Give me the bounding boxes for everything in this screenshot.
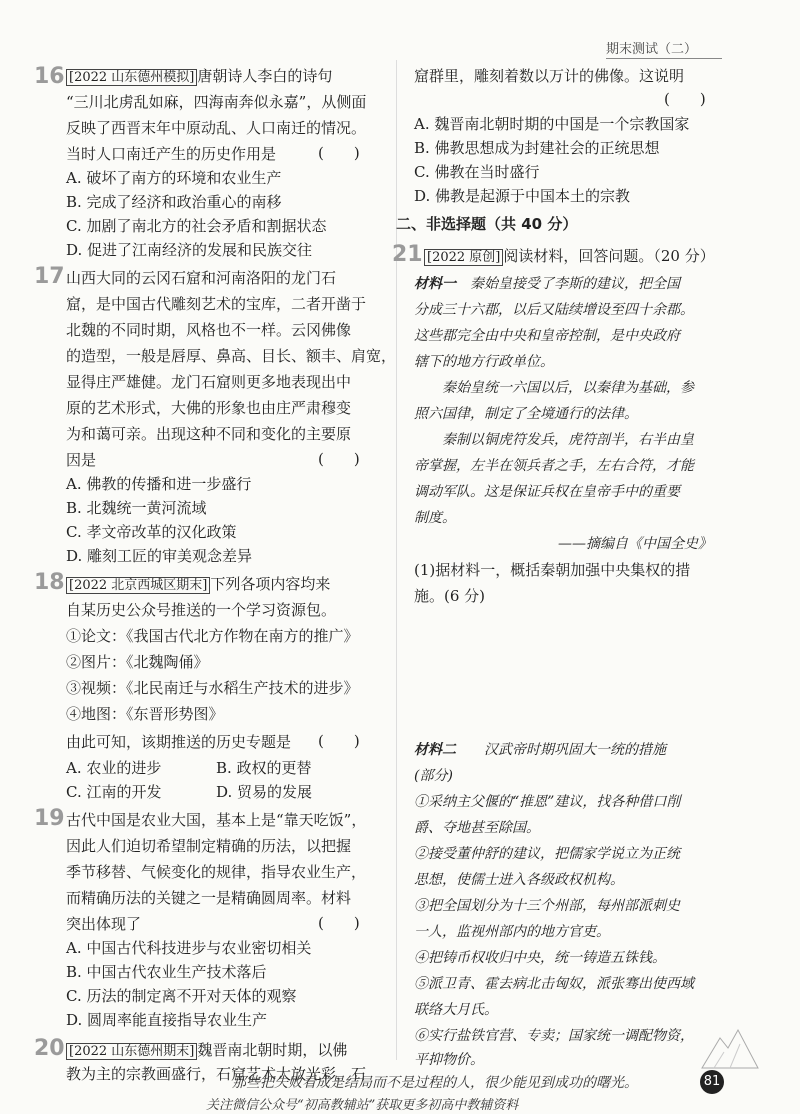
option-d: D. 促进了江南经济的发展和民族交往 (66, 241, 313, 259)
option-c: C. 江南的开发 (66, 783, 162, 801)
option-b: B. 佛教思想成为封建社会的正统思想 (414, 139, 660, 157)
question-stem-line: 季节移替、气候变化的规律，指导农业生产， (66, 863, 367, 881)
answer-paren: ( ) (318, 732, 360, 750)
material-2-line: 联络大月氏。 (414, 1002, 498, 1018)
question-stem-line: 窟群里，雕刻着数以万计的佛像。这说明 (414, 67, 685, 85)
material-2-line: 一人，监视州部内的地方官吏。 (414, 924, 610, 940)
option-b: B. 完成了经济和政治重心的南移 (66, 193, 282, 211)
material-2-line: ⑥实行盐铁官营、专卖；国家统一调配物资， (414, 1028, 694, 1044)
option-d: D. 佛教是起源于中国本土的宗教 (414, 187, 631, 205)
option-a: A. 农业的进步 (66, 759, 162, 777)
question-number: 18 (34, 570, 65, 595)
question-stem-line: 窟，是中国古代雕刻艺术的宝库，二者开凿于 (66, 295, 367, 313)
material-2-label: 材料二 (414, 742, 456, 758)
material-1-line: 调动军队。这是保证兵权在皇帝手中的重要 (414, 484, 680, 500)
question-stem-line: 因此人们迫切希望制定精确的历法，以把握 (66, 837, 352, 855)
material-1-line: 照六国律，制定了全境通行的法律。 (414, 406, 638, 422)
option-c: C. 孝文帝改革的汉化政策 (66, 523, 237, 541)
footer-ad: 关注微信公众号“初高教辅站”获取更多初高中教辅资料 (206, 1098, 519, 1113)
question-stem-line: [2022 山东德州期末] 魏晋南北朝时期，以佛 (66, 1038, 347, 1064)
material-1-line: 秦始皇统一六国以后，以秦律为基础，参 (442, 380, 694, 396)
source-tag: [2022 北京西城区期末] (66, 577, 210, 594)
answer-paren: ( ) (664, 90, 706, 108)
answer-paren: ( ) (318, 450, 360, 468)
option-c: C. 加剧了南北方的社会矛盾和割据状态 (66, 217, 327, 235)
option-c: C. 历法的制定离不开对天体的观察 (66, 987, 297, 1005)
material-2-line: ①采纳主父偃的“推恩”建议，找各种借口削 (414, 794, 681, 810)
material-2-line: 爵、夺地甚至除国。 (414, 820, 540, 836)
question-stem-line: [2022 原创] 阅读材料，回答问题。（20 分） (424, 244, 715, 270)
question-stem-line: [2022 山东德州模拟] 唐朝诗人李白的诗句 (66, 64, 332, 90)
question-number: 16 (34, 64, 65, 89)
question-stem-line: 突出体现了 (66, 915, 142, 933)
column-divider (396, 60, 397, 1060)
question-stem-line: 古代中国是农业大国，基本上是“靠天吃饭”， (66, 811, 367, 829)
source-tag: [2022 山东德州期末] (66, 1043, 197, 1060)
sub-question-1-line: 施。(6 分) (414, 587, 486, 605)
question-stem-line: 为和蔼可亲。出现这种不同和变化的主要原 (66, 425, 352, 443)
source-tag: [2022 原创] (424, 249, 503, 266)
question-stem-line: 原的艺术形式，大佛的形象也由庄严肃穆变 (66, 399, 352, 417)
question-stem-line: ④地图：《东晋形势图》 (66, 705, 224, 723)
option-c: C. 佛教在当时盛行 (414, 163, 540, 181)
option-a: A. 中国古代科技进步与农业密切相关 (66, 939, 312, 957)
question-number: 20 (34, 1036, 65, 1061)
question-stem-line: 当时人口南迁产生的历史作用是 (66, 145, 277, 163)
material-2-line: ②接受董仲舒的建议，把儒家学说立为正统 (414, 846, 680, 862)
material-1-source: ——摘编自《中国全史》 (558, 536, 712, 552)
option-d: D. 雕刻工匠的审美观念差异 (66, 547, 253, 565)
question-stem-line: 教为主的宗教画盛行，石窟艺术大放光彩，石 (66, 1065, 367, 1083)
material-1-line: 帝掌握，左半在领兵者之手，左右合符，才能 (414, 458, 694, 474)
material-1-label: 材料一 (414, 276, 456, 292)
question-stem-line: 北魏的不同时期，风格也不一样。云冈佛像 (66, 321, 352, 339)
option-a: A. 魏晋南北朝时期的中国是一个宗教国家 (414, 115, 690, 133)
option-a: A. 破坏了南方的环境和农业生产 (66, 169, 282, 187)
material-1-line: 材料一 秦始皇接受了李斯的建议，把全国 (414, 276, 680, 292)
question-stem-line: [2022 北京西城区期末] 下列各项内容均来 (66, 572, 330, 598)
mountain-decoration-icon (700, 1020, 760, 1070)
question-stem-line: “三川北虏乱如麻，四海南奔似永嘉”，从侧面 (66, 93, 367, 111)
option-b: B. 中国古代农业生产技术落后 (66, 963, 267, 981)
material-1-line: 这些郡完全由中央和皇帝控制，是中央政府 (414, 328, 680, 344)
material-2-line: (部分) (414, 768, 453, 784)
question-stem-line: 山西大同的云冈石窟和河南洛阳的龙门石 (66, 269, 337, 287)
question-stem-line: ③视频：《北民南迁与水稻生产技术的进步》 (66, 679, 359, 697)
question-stem-line: 显得庄严雄健。龙门石窟则更多地表现出中 (66, 373, 352, 391)
question-stem-line: 而精确历法的关键之一是精确圆周率。材料 (66, 889, 352, 907)
option-d: D. 贸易的发展 (216, 783, 313, 801)
footer-motto: 那些把失败看成是结局而不是过程的人，很少能见到成功的曙光。 (232, 1075, 638, 1091)
material-2-line: ④把铸币权收归中央，统一铸造五铢钱。 (414, 950, 666, 966)
source-tag: [2022 山东德州模拟] (66, 69, 197, 86)
material-1-line: 分成三十六郡，以后又陆续增设至四十余郡。 (414, 302, 694, 318)
page-number: 81 (700, 1070, 724, 1094)
question-number: 19 (34, 806, 65, 831)
question-stem-line: 由此可知，该期推送的历史专题是 (66, 733, 292, 751)
page-header-title: 期末测试（二） (606, 38, 722, 59)
option-d: D. 圆周率能直接指导农业生产 (66, 1011, 268, 1029)
material-1-line: 秦制以铜虎符发兵，虎符剖半，右半由皇 (442, 432, 694, 448)
answer-space (414, 610, 714, 730)
question-stem-line: ②图片：《北魏陶俑》 (66, 653, 209, 671)
answer-paren: ( ) (318, 144, 360, 162)
question-stem-line: 反映了西晋末年中原动乱、人口南迁的情况。 (66, 119, 367, 137)
material-2-heading: 材料二 汉武帝时期巩固大一统的措施 (414, 742, 666, 758)
question-stem-line: 因是 (66, 451, 97, 469)
sub-question-1-line: (1)据材料一，概括秦朝加强中央集权的措 (414, 561, 691, 579)
material-1-line: 制度。 (414, 510, 456, 526)
option-b: B. 政权的更替 (216, 759, 312, 777)
answer-paren: ( ) (318, 914, 360, 932)
question-number: 17 (34, 264, 65, 289)
question-stem-line: 的造型，一般是唇厚、鼻高、目长、额丰、肩宽， (66, 347, 397, 365)
question-stem-line: 自某历史公众号推送的一个学习资源包。 (66, 601, 337, 619)
option-b: B. 北魏统一黄河流域 (66, 499, 207, 517)
material-2-line: 平抑物价。 (414, 1052, 484, 1068)
section-heading: 二、非选择题（共 40 分） (396, 215, 578, 233)
material-1-line: 辖下的地方行政单位。 (414, 354, 554, 370)
question-stem-line: ①论文：《我国古代北方作物在南方的推广》 (66, 627, 359, 645)
question-number: 21 (392, 242, 423, 267)
material-2-line: ⑤派卫青、霍去病北击匈奴，派张骞出使西域 (414, 976, 694, 992)
material-2-line: 思想，使儒士进入各级政权机构。 (414, 872, 624, 888)
option-a: A. 佛教的传播和进一步盛行 (66, 475, 252, 493)
material-2-line: ③把全国划分为十三个州部，每州部派刺史 (414, 898, 680, 914)
